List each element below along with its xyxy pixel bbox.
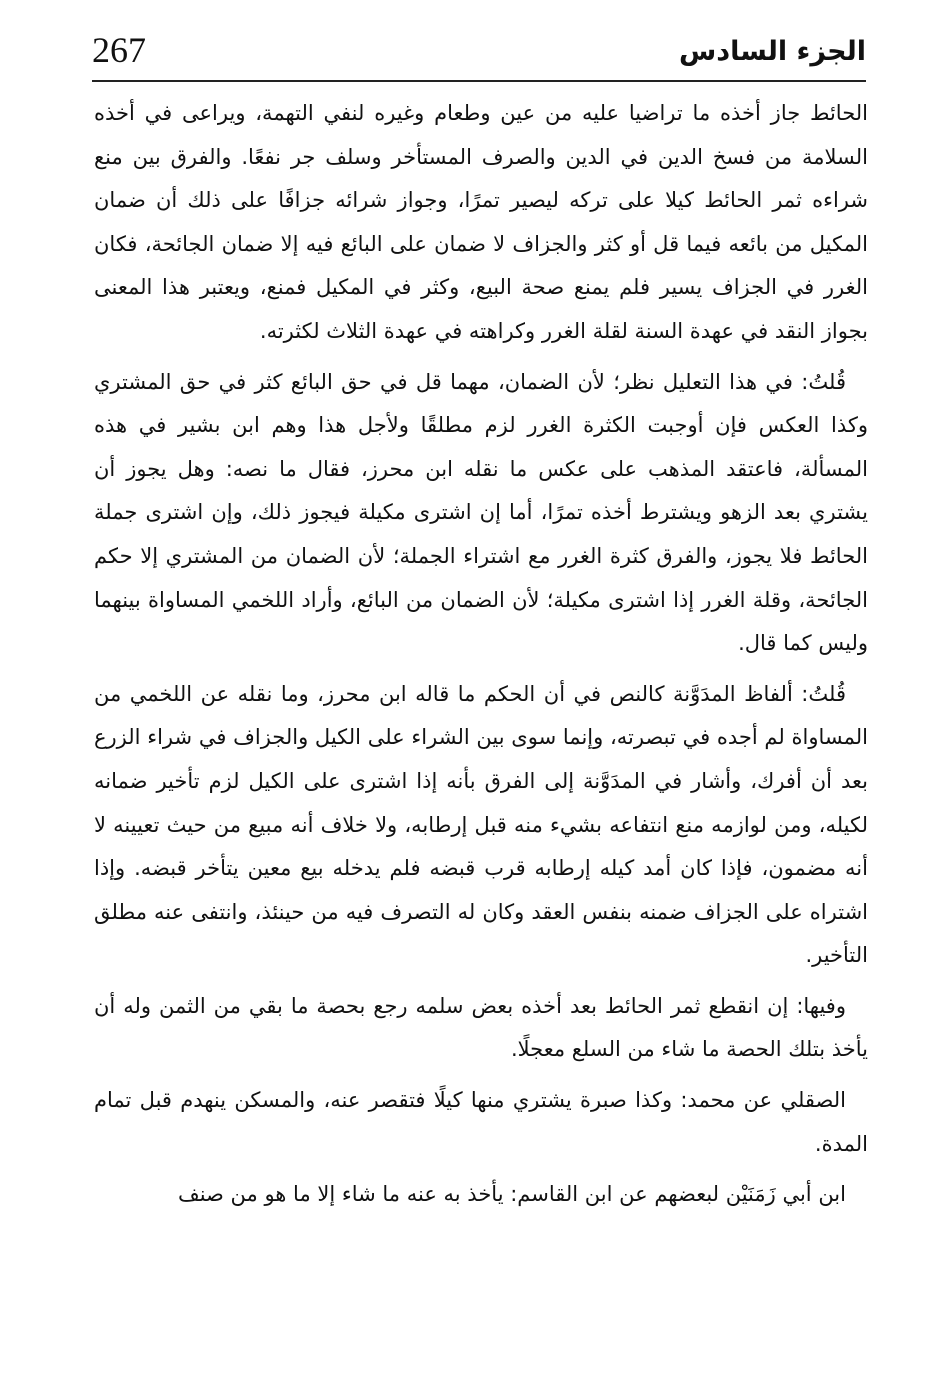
header-divider: [92, 80, 866, 82]
page-header: [92, 26, 866, 78]
paragraph: الحائط جاز أخذه ما تراضيا عليه من عين وطعام وغيره لنفي التهمة، ويراعى في أخذه السلامة من فسخ الدين في الدين والصرف المستأخر وسلف جر نفعًا. والفرق بين منع شراءه ثمر الحائط كيلا على تركه ليصير تمرًا، وجواز شرائه جزافًا على ذلك أن ضمان المكيل من بائعه فيما قل أو كثر والجزاف لا ضمان على البائع فيه إلا ضمان الجائحة، فكان الغرر في الجزاف يسير فلم يمنع صحة البيع، وكثر في المكيل فمنع، ويعتبر هذا المعنى بجواز النقد في عهدة السنة لقلة الغرر وكراهته في عهدة الثلاث لكثرته.: [94, 101, 868, 343]
paragraph: ابن أبي زَمَنَيْن لبعضهم عن ابن القاسم: يأخذ به عنه ما شاء إلا ما هو من صنف: [177, 1182, 846, 1207]
page-number: 267: [92, 30, 146, 70]
running-head: الجزء السادس: [679, 36, 866, 67]
body-text: [94, 92, 868, 1224]
paragraph: قُلتُ: في هذا التعليل نظر؛ لأن الضمان، مهما قل في حق البائع كثر في حق المشتري وكذا العكس فإن أوجبت الكثرة الغرر لزم مطلقًا ولأجل هذا وهم ابن بشير في هذه المسألة، فاعتقد المذهب على عكس ما نقله ابن محرز، فقال ما نصه: وهل يجوز أن يشتري بعد الزهو ويشترط أخذه تمرًا، أما إن اشترى مكيلة فيجوز ذلك، وإن اشترى جملة الحائط فلا يجوز، والفرق كثرة الغرر مع اشتراء الجملة؛ لأن الضمان من المشتري إلا حكم الجائحة، وقلة الغرر إذا اشترى مكيلة؛ لأن الضمان من البائع، وأراد اللخمي المساواة بينهما وليس كما قال.: [94, 369, 868, 656]
paragraph: قُلتُ: ألفاظ المدَوَّنة كالنص في أن الحكم ما قاله ابن محرز، وما نقله عن اللخمي من المساواة لم أجده في تبصرته، وإنما سوى بين الشراء على الكيل والجزاف في شراء الزرع بعد أن أفرك، وأشار في المدَوَّنة إلى الفرق بأنه إذا اشترى على الكيل لزم تأخير ضمانه لكيله، ومن لوازمه منع انتفاعه بشيء منه قبل إرطابه، ولا خلاف أنه مبيع من حيث تعيينه لا أنه مضمون، فإذا كان أمد كيله إرطابه قرب قبضه فلم يدخله بيع معين يتأخر قبضه. وإذا اشتراه على الجزاف ضمنه بنفس العقد وكان له التصرف فيه من حينئذ، وانتفى عنه مطلق التأخير.: [94, 681, 868, 968]
paragraph: وفيها: إن انقطع ثمر الحائط بعد أخذه بعض سلمه رجع بحصة ما بقي من الثمن وله أن يأخذ بتلك الحصة ما شاء من السلع معجلًا.: [94, 993, 868, 1062]
paragraph: الصقلي عن محمد: وكذا صبرة يشتري منها كيلًا فتقصر عنه، والمسكن ينهدم قبل تمام المدة.: [94, 1088, 868, 1156]
